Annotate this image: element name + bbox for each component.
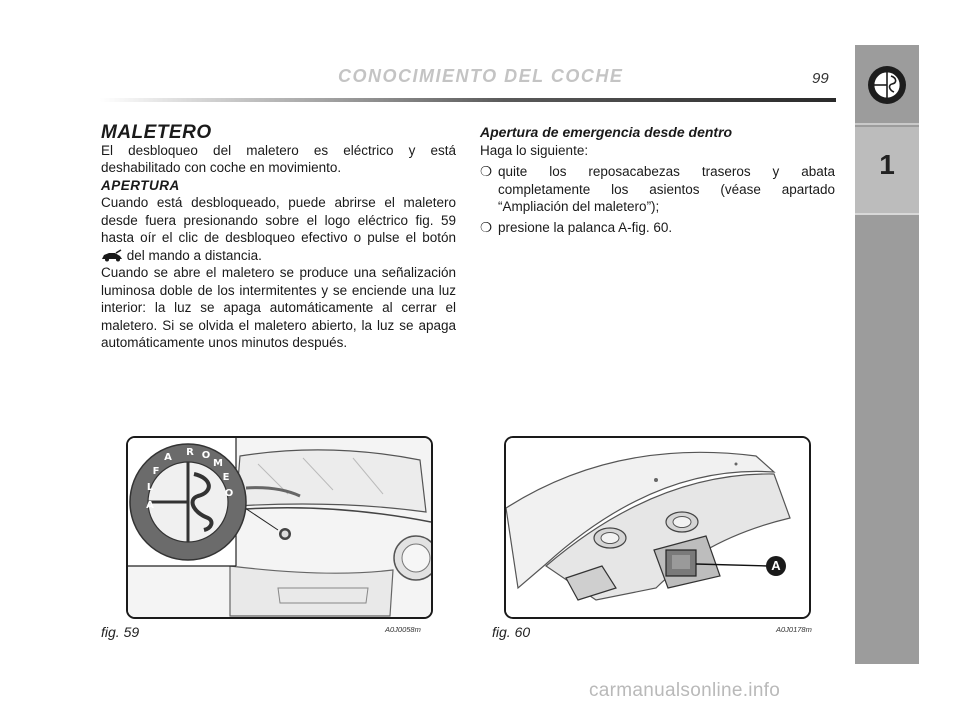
subsection-heading: APERTURA bbox=[101, 177, 180, 193]
page-number: 99 bbox=[812, 70, 829, 87]
badge-lettering bbox=[128, 438, 248, 566]
callout-a: A bbox=[771, 558, 781, 573]
badge-letter: L bbox=[146, 482, 154, 493]
right-column bbox=[480, 124, 835, 239]
opening-text-1: Cuando está desbloqueado, puede abrirse el maletero desde fuera presionando sobre el logo eléctrico fig. 59 hasta oír el clic de desbloqueo efectivo o pulse el botón bbox=[101, 195, 456, 245]
figure-59-label: fig. 59 bbox=[101, 624, 140, 640]
badge-letter: E bbox=[222, 472, 230, 483]
chapter-number: 1 bbox=[879, 149, 895, 180]
badge-letter: F bbox=[152, 466, 160, 477]
emergency-lead: Haga lo siguiente: bbox=[480, 142, 589, 158]
emergency-heading: Apertura de emergencia desde dentro bbox=[480, 124, 733, 140]
figure-60-label: fig. 60 bbox=[492, 624, 531, 640]
badge-letter: A bbox=[164, 452, 172, 463]
light-paragraph: Cuando se abre el maletero se produce una señalización luminosa doble de los intermitentes y se enciende una luz interior: la luz se apaga automáticamente al cerrar el maletero. Si se olvida el maletero abierto, la luz se apaga automáticamente unos minutos después. bbox=[101, 265, 456, 350]
figure-59-code: A0J0058m bbox=[385, 625, 421, 634]
car-trunk-icon bbox=[101, 249, 123, 262]
watermark: carmanualsonline.info bbox=[589, 680, 781, 701]
list-item-text: presione la palanca A-fig. 60. bbox=[498, 219, 673, 235]
section-heading: MALETERO bbox=[101, 122, 212, 143]
emergency-lever-illustration bbox=[506, 438, 809, 617]
badge-letter: R bbox=[186, 447, 194, 458]
figure-60 bbox=[504, 436, 811, 619]
badge-letter: A bbox=[146, 500, 154, 511]
list-item bbox=[480, 163, 835, 216]
opening-paragraph bbox=[101, 194, 456, 264]
emergency-steps bbox=[480, 163, 835, 236]
alfa-romeo-badge-icon bbox=[867, 65, 907, 105]
badge-letter: O bbox=[224, 488, 234, 499]
sidebar-logo-box bbox=[855, 45, 919, 125]
badge-letter: M bbox=[213, 458, 223, 469]
chapter-box bbox=[855, 127, 919, 215]
figure-60-code: A0J0178m bbox=[776, 625, 812, 634]
figure-59 bbox=[126, 436, 433, 619]
list-item bbox=[480, 219, 835, 237]
page-title: CONOCIMIENTO DEL COCHE bbox=[338, 66, 624, 86]
left-column bbox=[101, 124, 456, 352]
bullet-icon: ❍ bbox=[480, 219, 493, 235]
header-rule bbox=[100, 98, 836, 102]
bullet-icon: ❍ bbox=[480, 164, 493, 179]
chapter-sidebar bbox=[855, 45, 919, 664]
opening-text-2: del mando a distancia. bbox=[126, 247, 262, 263]
badge-letter: O bbox=[201, 450, 211, 461]
list-item-text: quite los reposacabezas traseros y abata completamente los asientos (véase apartado “Ampliación del maletero”); bbox=[498, 164, 835, 214]
intro-paragraph: El desbloqueo del maletero es eléctrico y está deshabilitado con coche en movimiento. bbox=[101, 142, 456, 175]
